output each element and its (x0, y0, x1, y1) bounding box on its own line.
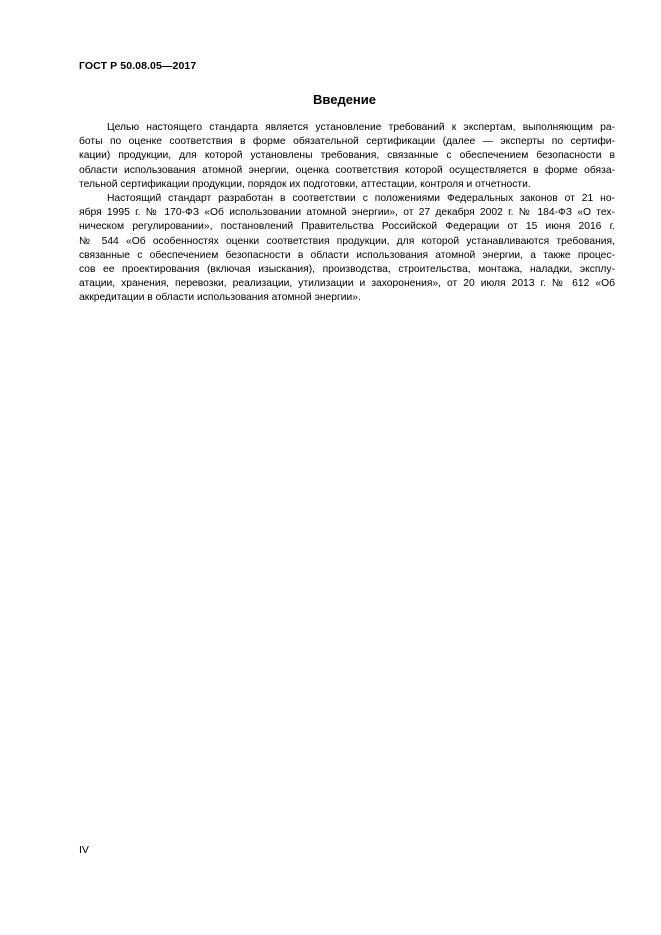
document-code: ГОСТ Р 50.08.05—2017 (79, 60, 197, 72)
text-line: Целью настоящего стандарта является установление требований к экспертам, выполняющим ра- (107, 122, 615, 133)
text-line: кации) продукции, для которой установлены требования, связанные с обеспечением безопасности в (79, 150, 615, 162)
page-number: IV (79, 844, 89, 856)
text-line: ническом регулировании», постановлений Правительства Российской Федерации от 15 июня 2016 г. (79, 221, 615, 233)
text-line: Настоящий стандарт разработан в соответствии с положениями Федеральных законов от 21 но- (107, 192, 615, 204)
section-title: Введение (313, 92, 376, 107)
paragraph-legal-basis (79, 192, 615, 306)
text-line: ября 1995 г. № 170-ФЗ «Об использовании атомной энергии», от 27 декабря 2002 г. № 184-ФЗ «О тех- (79, 207, 615, 219)
text-line: № 544 «Об особенностях оценки соответствия продукции, для которой устанавливаются требования, (79, 235, 615, 247)
paragraph-purpose (79, 121, 615, 192)
body-text (79, 121, 615, 305)
text-line: связанные с обеспечением безопасности в области использования атомной энергии, а также процес- (79, 249, 615, 261)
text-line: тельной сертификации продукции, порядок их подготовки, аттестации, контроля и отчетности. (79, 178, 531, 190)
text-line: боты по оценке соответствия в форме обязательной сертификации (далее — эксперты по сертифи- (79, 136, 615, 148)
text-line: атации, хранения, перевозки, реализации, утилизации и захоронения», от 20 июля 2013 г. № 612 «Об (79, 278, 615, 290)
text-line: области использования атомной энергии, оценка соответствия которой осуществляется в форме обяза- (79, 164, 615, 176)
text-line: аккредитации в области использования атомной энергии». (79, 292, 361, 304)
text-line: сов ее проектирования (включая изыскания), производства, строительства, монтажа, наладки, эксплу- (79, 263, 615, 275)
